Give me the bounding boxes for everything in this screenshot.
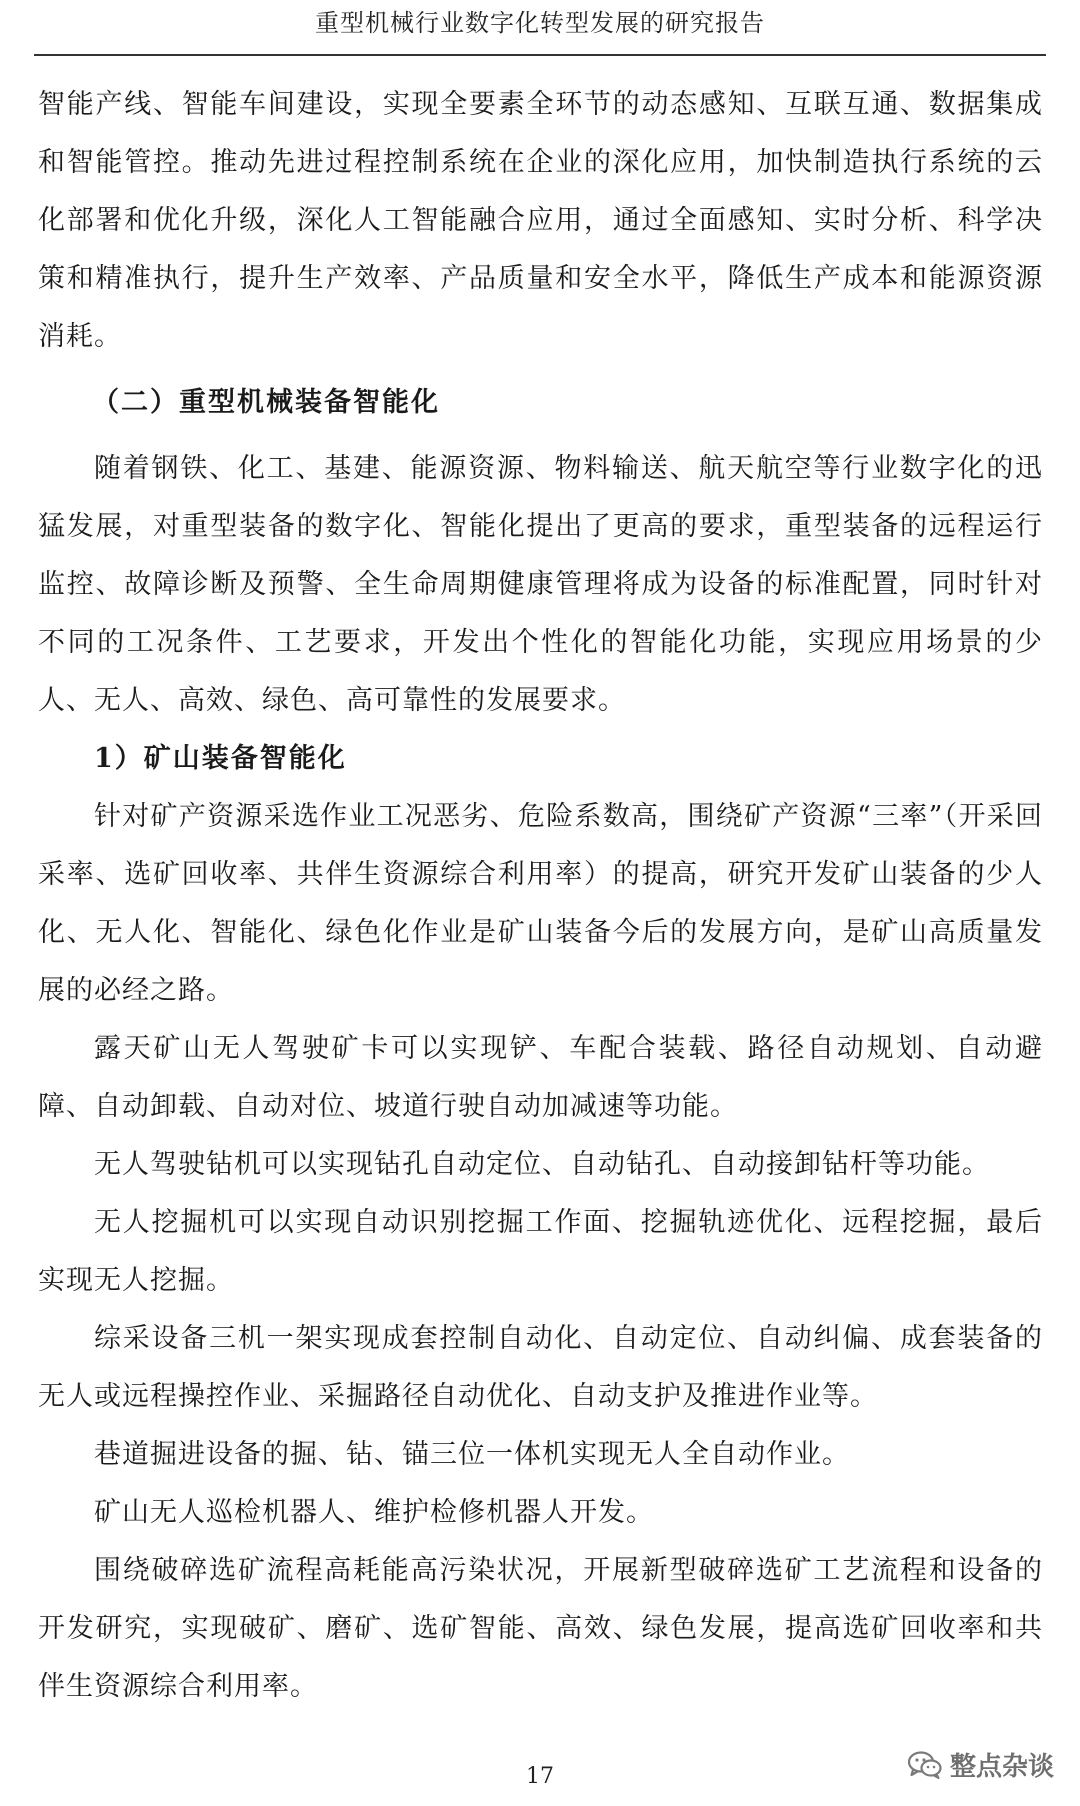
subsection-heading: 1）矿山装备智能化 bbox=[94, 743, 347, 774]
paragraph: 矿山无人巡检机器人、维护检修机器人开发。 bbox=[94, 1497, 654, 1528]
running-header: 重型机械行业数字化转型发展的研究报告 bbox=[315, 9, 765, 37]
watermark bbox=[908, 1746, 1054, 1783]
paragraph: 无人挖掘机可以实现自动识别挖掘工作面、挖掘轨迹优化、远程挖掘，最后实现无人挖掘。 bbox=[38, 1207, 1043, 1296]
page-number: 17 bbox=[526, 1764, 554, 1789]
section-heading: （二）重型机械装备智能化 bbox=[92, 387, 440, 418]
paragraph: 围绕破碎选矿流程高耗能高污染状况，开展新型破碎选矿工艺流程和设备的开发研究，实现破矿、磨矿、选矿智能、高效、绿色发展，提高选矿回收率和共伴生资源综合利用率。 bbox=[38, 1555, 1043, 1702]
paragraph: 露天矿山无人驾驶矿卡可以实现铲、车配合装载、路径自动规划、自动避障、自动卸载、自动对位、坡道行驶自动加减速等功能。 bbox=[38, 1033, 1043, 1122]
watermark-text: 整点杂谈 bbox=[949, 1752, 1054, 1782]
paragraph-continued: 智能产线、智能车间建设，实现全要素全环节的动态感知、互联互通、数据集成和智能管控。推动先进过程控制系统在企业的深化应用，加快制造执行系统的云化部署和优化升级，深化人工智能融合应用，通过全面感知、实时分析、科学决策和精准执行，提升生产效率、产品质量和安全水平，降低生产成本和能源资源消耗。 bbox=[38, 89, 1043, 352]
paragraph: 针对矿产资源采选作业工况恶劣、危险系数高，围绕矿产资源“三率”（开采回采率、选矿回收率、共伴生资源综合利用率）的提高，研究开发矿山装备的少人化、无人化、智能化、绿色化作业是矿山装备今后的发展方向，是矿山高质量发展的必经之路。 bbox=[38, 801, 1043, 1006]
body-text bbox=[38, 76, 1043, 1716]
wechat-icon bbox=[908, 1751, 942, 1779]
paragraph: 随着钢铁、化工、基建、能源资源、物料输送、航天航空等行业数字化的迅猛发展，对重型装备的数字化、智能化提出了更高的要求，重型装备的远程运行监控、故障诊断及预警、全生命周期健康管理将成为设备的标准配置，同时针对不同的工况条件、工艺要求，开发出个性化的智能化功能，实现应用场景的少人、无人、高效、绿色、高可靠性的发展要求。 bbox=[38, 453, 1043, 716]
paragraph: 综采设备三机一架实现成套控制自动化、自动定位、自动纠偏、成套装备的无人或远程操控作业、采掘路径自动优化、自动支护及推进作业等。 bbox=[38, 1323, 1043, 1412]
paragraph: 无人驾驶钻机可以实现钻孔自动定位、自动钻孔、自动接卸钻杆等功能。 bbox=[94, 1149, 990, 1180]
paragraph: 巷道掘进设备的掘、钻、锚三位一体机实现无人全自动作业。 bbox=[94, 1439, 850, 1470]
header-rule bbox=[34, 54, 1046, 56]
